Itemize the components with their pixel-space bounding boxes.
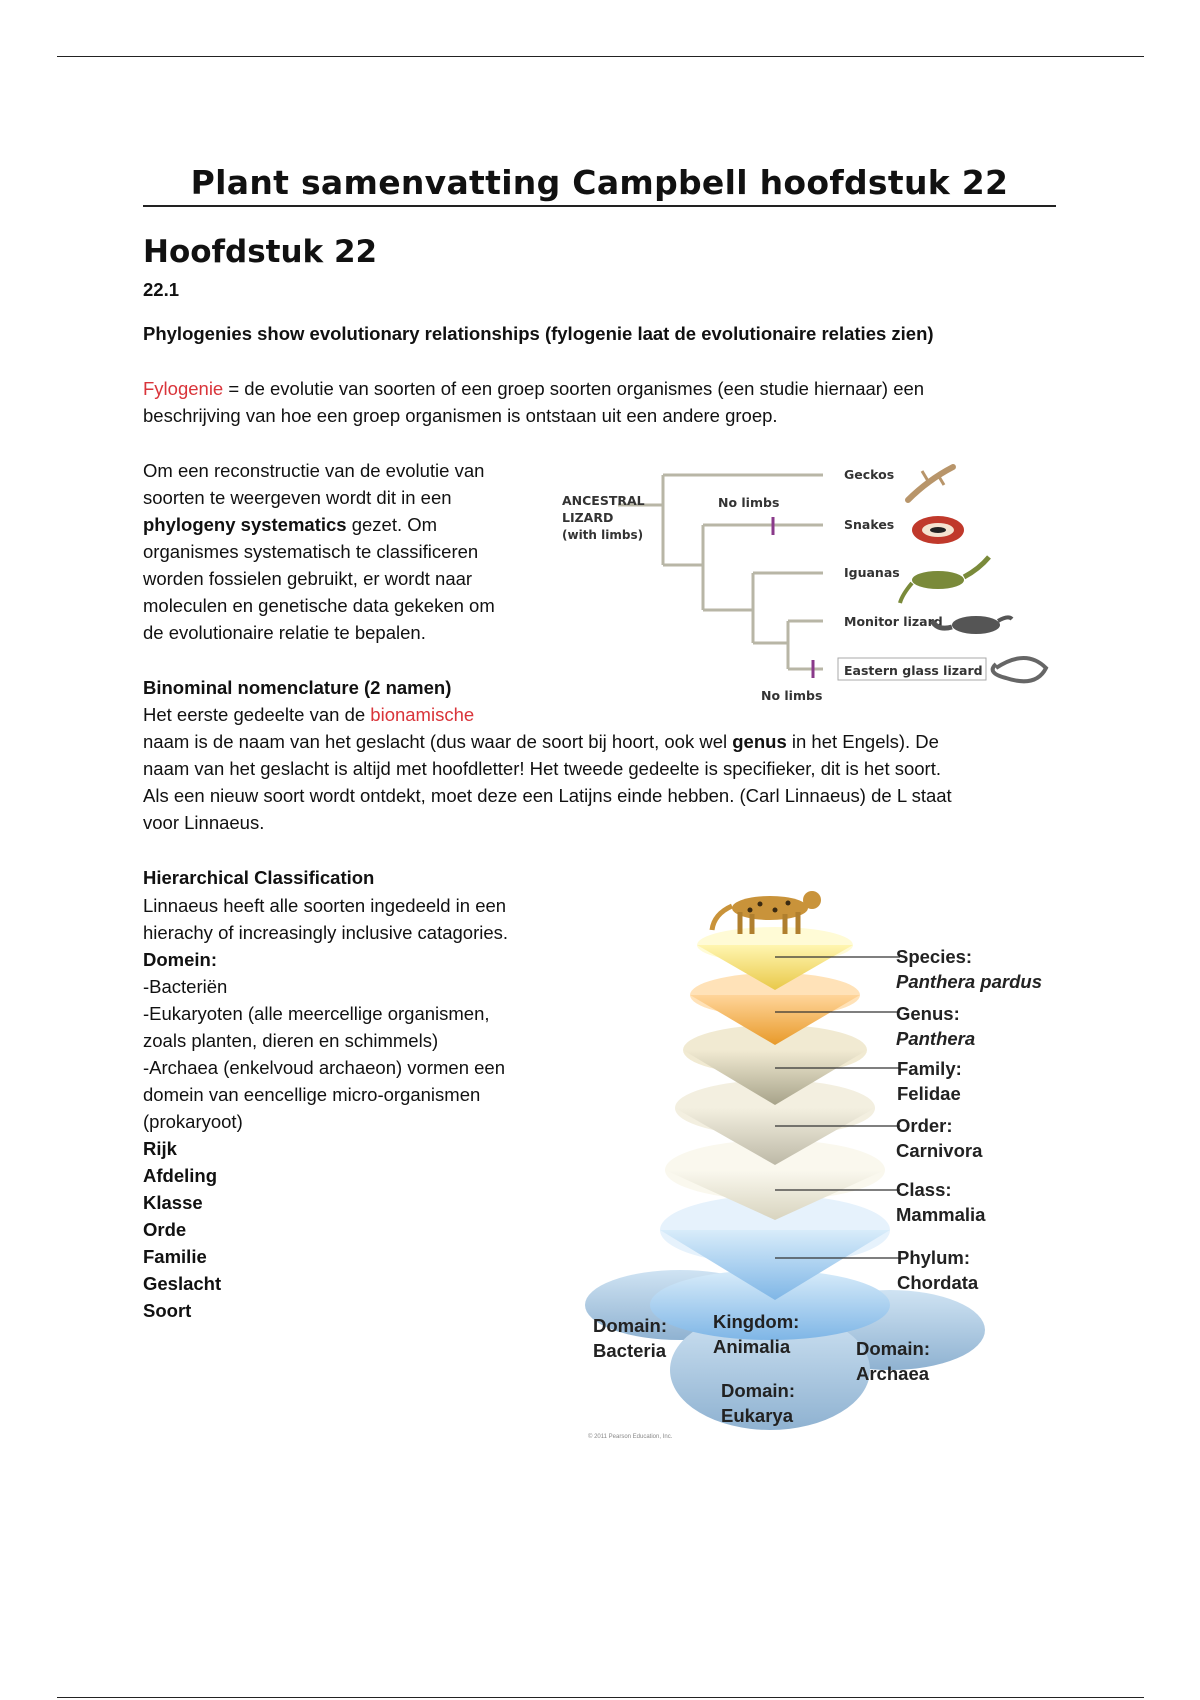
order-label: Order: (896, 1115, 953, 1136)
binominal-line-1-text: Het eerste gedeelte van de (143, 704, 371, 725)
document-title: Plant samenvatting Campbell hoofdstuk 22 (190, 163, 1009, 202)
title-underline (143, 205, 1056, 207)
hierarchy-paragraph (143, 892, 563, 1324)
domain-item-eukaryota-cont: zoals planten, dieren en schimmels) (143, 1030, 439, 1051)
phylum-label: Phylum: (897, 1247, 970, 1268)
phylogeny-systematics-term: phylogeny systematics (143, 514, 347, 535)
taxon-monitor-lizard: Monitor lizard (844, 614, 943, 629)
domain-item-bacteria: -Bacteriën (143, 976, 228, 997)
domain-item-archaea: -Archaea (enkelvoud archaeon) vormen een (143, 1057, 505, 1078)
domain-bacteria-name: Bacteria (593, 1340, 667, 1361)
taxon-snakes: Snakes (844, 517, 895, 532)
binominal-line-4: Als een nieuw soort wordt ontdekt, moet deze een Latijns einde hebben. (Carl Linnaeus) de L staat (143, 785, 952, 806)
definition-line-2: beschrijving van hoe een groep organismen is ontstaan uit een andere groep. (143, 405, 778, 426)
reconstruction-line: worden fossielen gebruikt, er wordt naar (143, 568, 473, 589)
phylogeny-tree-figure (548, 455, 1058, 705)
class-name: Mammalia (896, 1204, 986, 1225)
ancestor-label-3: (with limbs) (562, 528, 644, 542)
gecko-icon (908, 467, 953, 500)
definition-line-1 (143, 375, 1043, 402)
kingdom-name: Animalia (713, 1336, 791, 1357)
reconstruction-line (143, 511, 543, 538)
page-bottom-rule (57, 1697, 1144, 1698)
iguana-icon (900, 557, 989, 603)
glass-lizard-icon (993, 658, 1046, 681)
genus-term: genus (732, 731, 787, 752)
domain-heading: Domein: (143, 949, 217, 970)
species-label: Species: (896, 946, 973, 967)
domain-archaea-label: Domain: (856, 1338, 930, 1359)
rank-item: Rijk (143, 1138, 177, 1159)
family-label: Family: (897, 1058, 962, 1079)
order-name: Carnivora (896, 1140, 983, 1161)
domain-archaea-name: Archaea (856, 1363, 930, 1384)
taxon-iguanas: Iguanas (844, 565, 900, 580)
hierarchy-line: Linnaeus heeft alle soorten ingedeeld in een (143, 895, 507, 916)
taxon-eastern-glass-lizard: Eastern glass lizard (844, 663, 983, 678)
no-limbs-label-bottom: No limbs (761, 688, 823, 703)
bionamische-term: bionamische (370, 704, 475, 725)
binominal-line-1 (143, 701, 1073, 728)
ancestor-label-2: LIZARD (562, 510, 614, 525)
binominal-line-3: naam van het geslacht is altijd met hoofdletter! Het tweede gedeelte is specifieker, dit is het soort. (143, 758, 941, 779)
monitor-lizard-icon (932, 616, 1012, 634)
genus-name: Panthera (896, 1028, 976, 1049)
definition-term: Fylogenie (143, 378, 224, 399)
definition-line-1-text: = de evolutie van soorten of een groep soorten organismes (een studie hiernaar) een (223, 378, 925, 399)
family-name: Felidae (897, 1083, 961, 1104)
domain-item-eukaryota: -Eukaryoten (alle meercellige organismen, (143, 1003, 490, 1024)
page-top-rule (57, 56, 1144, 57)
figure-credit: © 2011 Pearson Education, Inc. (588, 1434, 673, 1440)
reconstruction-line-text: gezet. Om (346, 514, 438, 535)
rank-item: Orde (143, 1219, 187, 1240)
kingdom-label: Kingdom: (713, 1311, 800, 1332)
definition-paragraph (143, 375, 1043, 429)
hierarchy-line: hierachy of increasingly inclusive catagories. (143, 922, 509, 943)
domain-item-archaea-cont: (prokaryoot) (143, 1111, 243, 1132)
domain-bacteria-label: Domain: (593, 1315, 667, 1336)
phylum-name: Chordata (897, 1272, 979, 1293)
no-limbs-label-top: No limbs (718, 495, 780, 510)
binominal-line-2 (143, 728, 1073, 755)
reconstruction-paragraph (143, 457, 543, 646)
binominal-line-5: voor Linnaeus. (143, 812, 265, 833)
reconstruction-line: organismes systematisch te classificeren (143, 541, 479, 562)
class-label: Class: (896, 1179, 952, 1200)
section-title: Phylogenies show evolutionary relationships (fylogenie laat de evolutionaire relaties zien) (143, 323, 934, 344)
rank-item: Soort (143, 1300, 192, 1321)
domain-item-archaea-cont: domein van eencellige micro-organismen (143, 1084, 481, 1105)
rank-item: Klasse (143, 1192, 203, 1213)
domain-eukarya-name: Eukarya (721, 1405, 793, 1426)
binominal-paragraph (143, 701, 1073, 836)
binominal-line-2-text: naam is de naam van het geslacht (dus waar de soort bij hoort, ook wel (143, 731, 733, 752)
rank-item: Afdeling (143, 1165, 217, 1186)
rank-item: Geslacht (143, 1273, 222, 1294)
binominal-line-2-end: in het Engels). De (786, 731, 939, 752)
taxonomy-cone-figure (580, 890, 1070, 1450)
snake-icon (912, 516, 964, 544)
ancestor-label-1: ANCESTRAL (562, 493, 645, 508)
section-number: 22.1 (143, 279, 180, 300)
genus-label: Genus: (896, 1003, 960, 1024)
reconstruction-line: Om een reconstructie van de evolutie van (143, 460, 485, 481)
species-name: Panthera pardus (896, 971, 1042, 992)
hierarchy-heading: Hierarchical Classification (143, 867, 375, 888)
domain-eukarya-label: Domain: (721, 1380, 795, 1401)
taxon-geckos: Geckos (844, 467, 895, 482)
reconstruction-line: soorten te weergeven wordt dit in een (143, 487, 452, 508)
binominal-heading: Binominal nomenclature (2 namen) (143, 677, 452, 698)
rank-item: Familie (143, 1246, 207, 1267)
reconstruction-line: de evolutionaire relatie te bepalen. (143, 622, 426, 643)
reconstruction-line: moleculen en genetische data gekeken om (143, 595, 495, 616)
chapter-heading: Hoofdstuk 22 (143, 234, 378, 270)
